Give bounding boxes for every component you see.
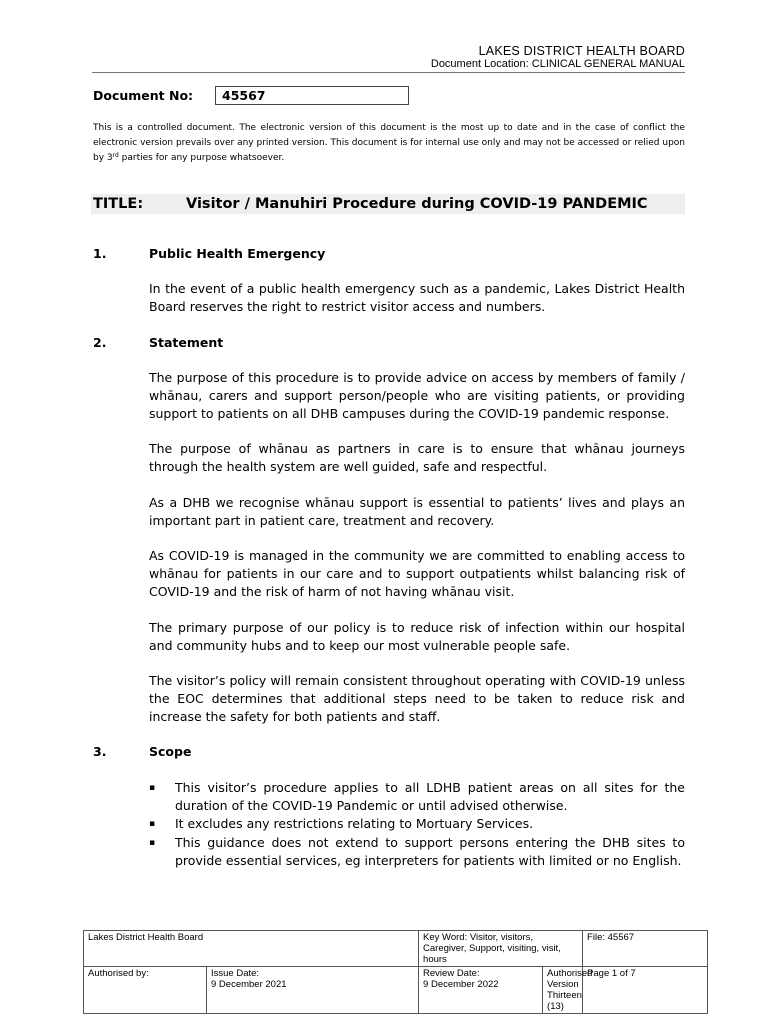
section-2-paragraph-3: As a DHB we recognise whānau support is essential to patients’ lives and plays an important part in patient care, treatment and recovery.: [149, 495, 685, 529]
footer-version: [543, 967, 593, 1014]
notice-text-part1: This is a controlled document. The electronic version of this document is the most up to date and in the case of conflict the electronic version prevails over any printed version. This document is for internal use only and may not be accessed or relied upon by 3: [93, 123, 685, 163]
section-3-number: 3.: [93, 744, 107, 759]
bullet-square-icon: ▪: [149, 819, 156, 830]
footer-review-date: [419, 967, 543, 1014]
section-1-heading: Public Health Emergency: [149, 246, 326, 261]
issue-date-value: 9 December 2021: [211, 979, 287, 990]
footer-issue-date: [207, 967, 419, 1014]
section-3-heading: Scope: [149, 744, 192, 759]
footer-table: [83, 930, 708, 1014]
title-label: TITLE:: [93, 196, 144, 212]
version-value: Thirteen (13): [547, 990, 582, 1012]
scope-bullet-list: [149, 779, 685, 870]
scope-bullet-text: This guidance does not extend to support persons entering the DHB sites to provide essential services, eg interpreters for patients with limited or no English.: [175, 834, 685, 868]
document-number-label: Document No:: [93, 88, 194, 103]
section-1-paragraph-1: In the event of a public health emergency such as a pandemic, Lakes District Health Board reserves the right to restrict visitor access and numbers.: [149, 281, 685, 315]
issue-date-label: Issue Date:: [211, 968, 260, 979]
footer-page-number: Page 1 of 7: [583, 967, 708, 1014]
document-title: Visitor / Manuhiri Procedure during COVID-19 PANDEMIC: [186, 196, 648, 212]
header-divider: [92, 72, 685, 73]
scope-bullet-text: It excludes any restrictions relating to Mortuary Services.: [175, 816, 534, 832]
section-2-paragraph-5: The primary purpose of our policy is to reduce risk of infection within our hospital and community hubs and to keep our most vulnerable people safe.: [149, 620, 685, 654]
section-2-paragraph-1: The purpose of this procedure is to provide advice on access by members of family / whānau, carers and support person/people who are visiting patients, or providing support to patients on all DHB campuses during the COVID-19 pandemic response.: [149, 370, 685, 422]
review-date-value: 9 December 2022: [423, 979, 499, 990]
scope-bullet-text: This visitor’s procedure applies to all LDHB patient areas on all sites for the duration of the COVID-19 Pandemic or until advised otherwise.: [175, 780, 685, 814]
header-document-location: Document Location: CLINICAL GENERAL MANUAL: [430, 58, 685, 70]
header-organisation: LAKES DISTRICT HEALTH BOARD: [478, 44, 685, 58]
footer-authorised-by: Authorised by:: [84, 967, 207, 1014]
version-label: Authorised Version: [547, 968, 593, 990]
notice-superscript: rd: [112, 152, 119, 159]
section-2-paragraph-2: The purpose of whānau as partners in care is to ensure that whānau journeys through the health system are well guided, safe and respectful.: [149, 441, 685, 475]
scope-bullet-item: [149, 815, 685, 833]
bullet-square-icon: ▪: [149, 783, 156, 793]
section-2-paragraph-6: The visitor’s policy will remain consistent throughout operating with COVID-19 unless the EOC determines that additional steps need to be taken to reduce risk and increase the safety for both patients and staff.: [149, 673, 685, 725]
notice-text-part2: parties for any purpose whatsoever.: [118, 153, 285, 163]
controlled-document-notice: [93, 121, 685, 166]
section-2-paragraph-4: As COVID-19 is managed in the community we are committed to enabling access to whānau for patients in our care and to support outpatients whilst balancing risk of COVID-19 and the risk of harm of not having whānau visit.: [149, 548, 685, 600]
section-1-number: 1.: [93, 246, 107, 261]
footer-file: File: 45567: [583, 931, 708, 967]
review-date-label: Review Date:: [423, 968, 480, 979]
section-2-number: 2.: [93, 335, 107, 350]
scope-bullet-item: [149, 779, 685, 815]
footer-keywords: Key Word: Visitor, visitors, Caregiver, Support, visiting, visit, hours: [419, 931, 583, 967]
footer-org: Lakes District Health Board: [84, 931, 419, 967]
scope-bullet-item: [149, 834, 685, 870]
document-number-field: 45567: [215, 86, 409, 105]
section-2-heading: Statement: [149, 335, 224, 350]
bullet-square-icon: ▪: [149, 837, 156, 848]
